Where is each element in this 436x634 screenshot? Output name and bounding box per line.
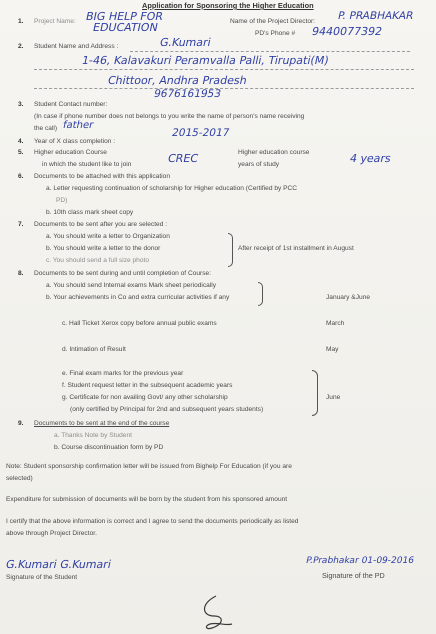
brace: [312, 370, 318, 416]
docs-during-label: Documents to be sent during and until completion of Course:: [34, 270, 212, 277]
certify-line-1: I certify that the above information is correct and I agree to send the documents periodically as listed: [6, 518, 299, 525]
course-label-2: in which the student like to join: [42, 161, 132, 168]
item-number-2: 2.: [18, 43, 24, 50]
docs-during-item-g: g. Certificate for non availing Govt/ any other scholarship: [62, 394, 228, 401]
director-label: Name of the Project Director:: [230, 18, 316, 25]
docs-attach-item-a: a. Letter requesting continuation of scholarship for Higher education (Certified by PCC: [46, 185, 298, 192]
docs-after-item-c: c. You should send a full size photo: [46, 257, 150, 264]
contact-note-value: father: [61, 120, 95, 131]
item-number-8: 8.: [18, 270, 24, 277]
item-number-3: 3.: [18, 101, 24, 108]
docs-during-item-d: d. Intimation of Result: [62, 346, 126, 353]
item-number-7: 7.: [18, 221, 24, 228]
item-number-4: 4.: [18, 138, 24, 145]
course-label-1: Higher education Course: [34, 149, 107, 156]
docs-end-item-a: a. Thanks Note by Student: [54, 432, 132, 439]
course-value: CREC: [166, 152, 200, 165]
student-address-2: Chittoor, Andhra Pradesh: [106, 74, 249, 87]
docs-during-item-g2: (only certified by Principal for 2nd and subsequent years students): [70, 406, 264, 413]
docs-during-when-c: March: [326, 320, 345, 327]
item-number-1: 1.: [18, 18, 24, 25]
student-name-value: G.Kumari: [158, 36, 213, 49]
project-name-label: Project Name:: [34, 18, 76, 25]
course-years-label-1: Higher education course: [238, 149, 310, 156]
contact-note-1: (In case if phone number does not belongs to you write the name of person's name receiving: [34, 113, 305, 120]
note-line-2: selected): [6, 475, 33, 482]
course-years-label-2: years of study: [238, 161, 280, 168]
item-number-9: 9.: [18, 420, 24, 427]
year-completion-value: 2015-2017: [170, 127, 231, 139]
docs-end-item-b: b. Course discontinuation form by PD: [54, 444, 164, 451]
docs-after-brace-note: After receipt of 1st installment in August: [238, 245, 354, 252]
docs-end-label: Documents to be sent at the end of the course: [34, 420, 170, 427]
student-address-3: 9676161953: [152, 88, 223, 100]
student-name-label: Student Name and Address :: [34, 43, 119, 50]
docs-attach-item-a2: PD): [56, 197, 68, 204]
brace: [228, 233, 233, 267]
expenditure-note: Expenditure for submission of documents will be born by the student from his sponsored amount: [6, 496, 288, 503]
pen-scribble: [198, 594, 238, 634]
docs-attach-item-b: b. 10th class mark sheet copy: [46, 209, 134, 216]
docs-after-item-b: b. You should write a letter to the donor: [46, 245, 161, 252]
pd-signature-label: Signature of the PD: [322, 571, 385, 580]
pd-phone-value: 9440077392: [310, 25, 384, 38]
item-number-5: 5.: [18, 149, 24, 156]
director-value: P. PRABHAKAR: [336, 10, 415, 22]
docs-during-item-c: c. Hall Ticket Xerox copy before annual public exams: [62, 320, 217, 327]
docs-after-label: Documents to be sent after you are selected :: [34, 221, 168, 228]
note-line-1: Note: Student sponsorship confirmation letter will be issued from Bighelp For Education (if you are: [6, 463, 292, 470]
address-line: [130, 51, 410, 52]
docs-during-item-a: a. You should send Internal exams Mark sheet periodically: [46, 282, 217, 289]
docs-during-when-ab: January &June: [326, 294, 370, 301]
pd-phone-label: PD's Phone #: [255, 30, 296, 37]
contact-label: Student Contact number:: [34, 101, 108, 108]
form-title: Application for Sponsoring the Higher Education: [142, 1, 314, 10]
student-signature: G.Kumari G.Kumari: [4, 558, 113, 571]
item-number-6: 6.: [18, 173, 24, 180]
docs-during-when-efg: June: [326, 394, 341, 401]
docs-during-item-e: e. Final exam marks for the previous year: [62, 370, 184, 377]
contact-note-2: the call): [34, 125, 58, 132]
certify-line-2: above through Project Director.: [6, 530, 97, 537]
docs-during-item-f: f. Student request letter in the subsequent academic years: [62, 382, 233, 389]
docs-during-when-d: May: [326, 346, 339, 353]
docs-during-item-b: b. Your achievements in Co and extra curricular activities if any: [46, 294, 230, 301]
docs-attach-label: Documents to be attached with this application: [34, 173, 170, 180]
brace: [258, 282, 263, 306]
student-address-1: 1-46, Kalavakuri Peramvalla Palli, Tirupati(M): [80, 54, 330, 67]
course-years-value: 4 years: [348, 152, 393, 165]
address-line: [34, 69, 414, 70]
year-completion-label: Year of X class completion :: [34, 138, 116, 145]
pd-signature: P.Prabhakar 01-09-2016: [304, 556, 415, 566]
student-signature-label: Signature of the Student: [6, 574, 78, 581]
address-line: [34, 88, 414, 89]
project-name-value-2: EDUCATION: [91, 21, 160, 34]
docs-after-item-a: a. You should write a letter to Organization: [46, 233, 170, 240]
project-name-value-1: BIG HELP FOR: [84, 10, 165, 23]
